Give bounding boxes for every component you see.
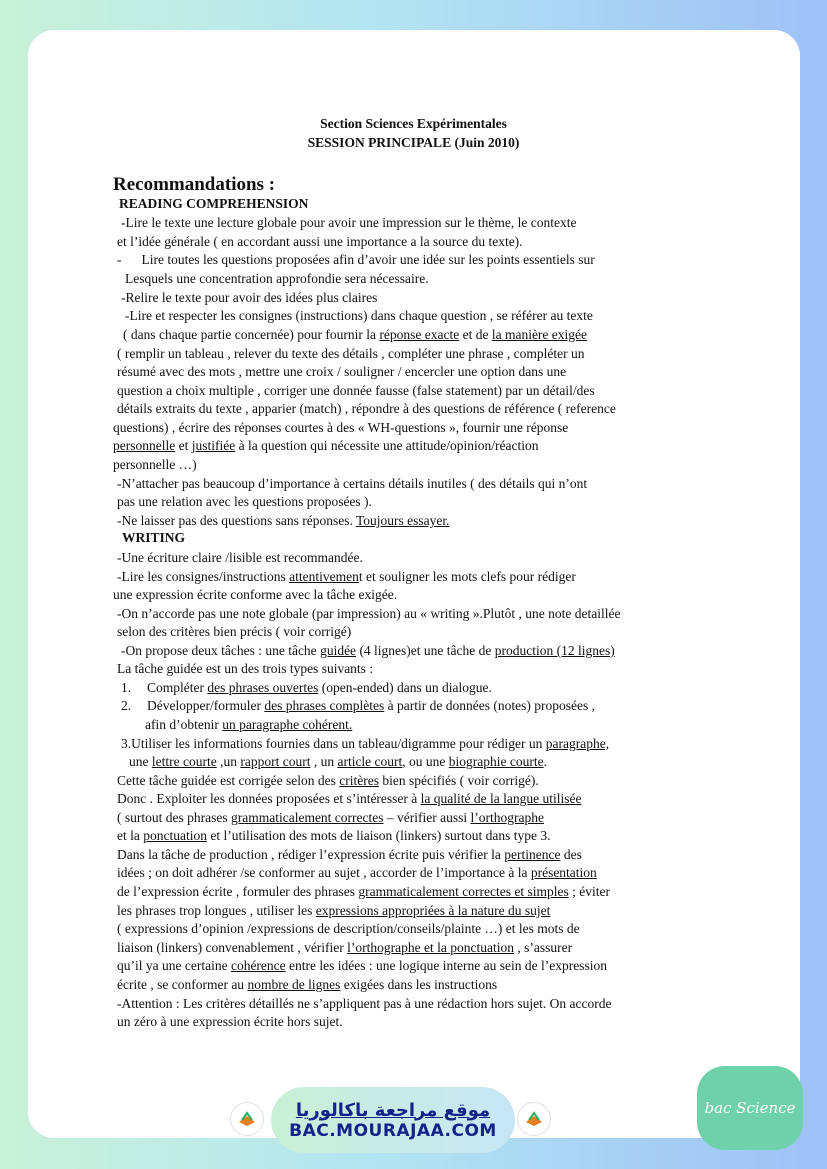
reading-line: pas une relation avec les questions proposées ). [117, 494, 372, 509]
reading-line: - Lire toutes les questions proposées afin d’avoir une idée sur les points essentiels sur [117, 252, 595, 267]
reading-line: ( remplir un tableau , relever du texte des détails , compléter une phrase , compléter un [117, 346, 585, 361]
writing-line: Dans la tâche de production , rédiger l’expression écrite puis vérifier la pertinence des [117, 847, 582, 862]
list-item: 3.Utiliser les informations fournies dans un tableau/digramme pour rédiger un paragraphe, [121, 736, 610, 751]
writing-line: ( surtout des phrases grammaticalement correctes – vérifier aussi l’orthographe [117, 810, 544, 825]
reading-line: et l’idée générale ( en accordant aussi une importance a la source du texte). [117, 234, 523, 249]
writing-line: ( expressions d’opinion /expressions de description/conseils/plainte …) et les mots de [117, 921, 580, 936]
writing-line: -Attention : Les critères détaillés ne s’appliquent pas à une rédaction hors sujet. On accorde [117, 996, 612, 1011]
writing-line: idées ; on doit adhérer /se conformer au sujet , accorder de l’importance à la présentation [117, 865, 597, 880]
reading-line: -Ne laisser pas des questions sans réponses. Toujours essayer. [117, 513, 450, 528]
site-logo-right-icon [517, 1102, 551, 1136]
session-header: SESSION PRINCIPALE (Juin 2010) [307, 135, 520, 150]
section-header: Section Sciences Expérimentales [320, 116, 507, 131]
reading-line: -Relire le texte pour avoir des idées plus claires [121, 290, 378, 305]
site-footer-link[interactable] [271, 1087, 515, 1153]
writing-line: La tâche guidée est un des trois types suivants : [117, 661, 374, 676]
site-name-arabic[interactable]: موقع مراجعة باكالوريا [295, 1099, 491, 1121]
reading-line: résumé avec des mots , mettre une croix / souligner / encercler une option dans une [117, 364, 567, 379]
writing-line: un zéro à une expression écrite hors sujet. [117, 1014, 343, 1029]
list-item: 1. Compléter des phrases ouvertes (open-ended) dans un dialogue. [121, 680, 492, 695]
writing-line: Cette tâche guidée est corrigée selon des critères bien spécifiés ( voir corrigé). [117, 773, 539, 788]
writing-line: de l’expression écrite , formuler des phrases grammaticalement correctes et simples ; éviter [117, 884, 610, 899]
writing-line: les phrases trop longues , utiliser les expressions appropriées à la nature du sujet [117, 903, 551, 918]
writing-line: et la ponctuation et l’utilisation des mots de liaison (linkers) surtout dans type 3. [117, 828, 551, 843]
writing-line: -Lire les consignes/instructions attentivement et souligner les mots clefs pour rédiger [117, 569, 576, 584]
writing-line: liaison (linkers) convenablement , vérifier l’orthographe et la ponctuation , s’assurer [117, 940, 573, 955]
writing-line: une expression écrite conforme avec la tâche exigée. [113, 587, 398, 602]
reading-line: détails extraits du texte , apparier (match) , répondre à des questions de référence ( reference [117, 401, 616, 416]
writing-line: qu’il ya une certaine cohérence entre les idées : une logique interne au sein de l’expression [117, 958, 607, 973]
bullet: - [117, 252, 122, 267]
list-item: 2. Développer/formuler des phrases complètes à partir de données (notes) proposées , [121, 698, 595, 713]
reading-heading: READING COMPREHENSION [119, 196, 309, 211]
writing-line: -Une écriture claire /lisible est recommandée. [117, 550, 363, 565]
writing-line: -On n’accorde pas une note globale (par impression) au « writing ».Plutôt , une note detaillée [117, 606, 621, 621]
bac-science-badge [697, 1066, 803, 1150]
writing-heading: WRITING [122, 530, 186, 545]
reading-line: personnelle …) [113, 457, 197, 472]
writing-line: écrite , se conformer au nombre de lignes exigées dans les instructions [117, 977, 498, 992]
writing-line: -On propose deux tâches : une tâche guidée (4 lignes)et une tâche de production (12 lignes) [121, 643, 615, 658]
writing-line: selon des critères bien précis ( voir corrigé) [117, 624, 352, 639]
reading-line: question a choix multiple , corriger une donnée fausse (false statement) par un détail/des [117, 383, 595, 398]
recommendations-title: Recommandations : [113, 174, 276, 195]
reading-line: Lesquels une concentration approfondie sera nécessaire. [125, 271, 429, 286]
reading-line: -N’attacher pas beaucoup d’importance à certains détails inutiles ( des détails qui n’ont [117, 476, 588, 491]
badge-label: bac Science [704, 1099, 796, 1117]
writing-line: Donc . Exploiter les données proposées et s’intéresser à la qualité de la langue utilisée [117, 791, 582, 806]
reading-line: -Lire et respecter les consignes (instructions) dans chaque question , se référer au texte [125, 308, 593, 323]
reading-line: personnelle et justifiée à la question qui nécessite une attitude/opinion/réaction [113, 438, 539, 453]
site-logo-left-icon [230, 1102, 264, 1136]
reading-line: ( dans chaque partie concernée) pour fournir la réponse exacte et de la manière exigée [123, 327, 588, 342]
list-item-cont: afin d’obtenir un paragraphe cohérent. [145, 717, 353, 732]
list-item-cont: une lettre courte ,un rapport court , un article court, ou une biographie courte. [129, 754, 548, 769]
reading-line: -Lire le texte une lecture globale pour avoir une impression sur le thème, le contexte [121, 215, 577, 230]
reading-line: questions) , écrire des réponses courtes à des « WH-questions », fournir une réponse [113, 420, 569, 435]
site-url[interactable]: BAC.MOURAJAA.COM [289, 1120, 497, 1141]
